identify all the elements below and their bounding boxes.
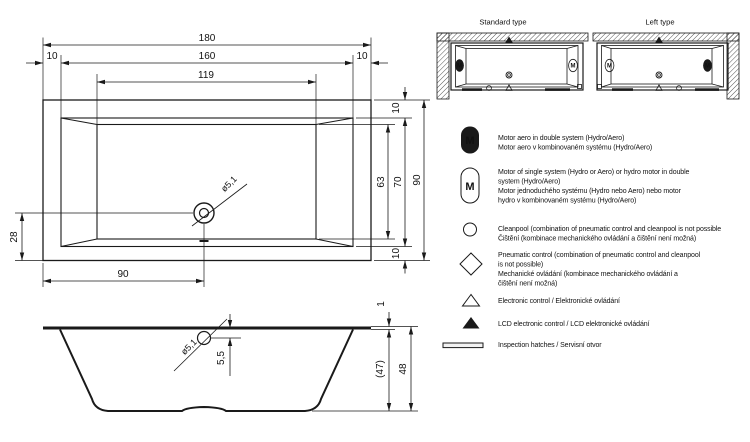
svg-text:M: M <box>705 63 710 70</box>
dim-drain-from-left: 90 <box>117 269 129 280</box>
motor-aero-filled-icon <box>455 59 464 71</box>
legend-text: Motor of single system (Hydro or Aero) or hydro motor in double <box>498 169 690 176</box>
dim-basin-length: 119 <box>198 70 214 81</box>
dim-offset-top: 10 <box>391 102 402 114</box>
svg-text:M: M <box>465 135 475 147</box>
legend-text: LCD electronic control / LCD elektronické ovládání <box>498 321 650 328</box>
wall-hatch-right <box>727 33 739 99</box>
legend-text: Mechanické ovládání (kombinace mechanického ovládání a <box>498 271 678 278</box>
inspection-hatch-bar <box>545 88 570 91</box>
dim-drain-from-bottom: 28 <box>9 231 20 243</box>
dim-drain-diameter: ø5,1 <box>218 173 239 194</box>
dim-overall-width: 90 <box>412 174 423 186</box>
legend-text: čištění není možná) <box>498 280 558 288</box>
svg-text:M: M <box>570 63 576 70</box>
wall-hatch-left <box>437 33 449 99</box>
inspection-hatch-bar <box>695 88 719 91</box>
dim-offset-bottom: 10 <box>391 247 402 260</box>
wall-hatch-top <box>437 33 588 41</box>
standard-type-title: Standard type <box>479 17 527 27</box>
dim-offset-right: 10 <box>356 51 368 62</box>
legend-text: Pneumatic control (combination of pneumatic control and cleanpool <box>498 252 701 259</box>
inspection-hatch-icon <box>443 343 483 348</box>
svg-text:M: M <box>465 181 475 193</box>
legend-text: Čištění (kombinace mechanického ovládání a čištění není možná) <box>498 235 697 243</box>
svg-text:M: M <box>457 63 462 70</box>
legend-row-inspection <box>443 342 602 349</box>
legend-text: is not possible) <box>498 261 544 269</box>
legend-text: system (Hydro/Aero) <box>498 178 561 186</box>
legend-text: Electronic control / Elektronické ovládání <box>498 298 620 305</box>
legend-text: Motor jednoduchého systému (Hydro nebo Aero) nebo motor <box>498 188 681 195</box>
dim-height-total: 48 <box>398 363 409 375</box>
inspection-hatch-bar <box>612 88 633 91</box>
dim-rim-width: 70 <box>393 176 404 188</box>
dim-drain-depth: 5,5 <box>216 351 227 365</box>
legend-text: Motor aero v kombinovaném systému (Hydro/Aero) <box>498 144 653 152</box>
dim-basin-width: 63 <box>376 176 387 188</box>
legend-text: Cleanpool (combination of pneumatic control and cleanpool is not possible <box>498 226 722 233</box>
inspection-hatch-bar <box>462 88 482 91</box>
dim-side-drain-diameter: ø5,1 <box>178 336 199 357</box>
svg-text:M: M <box>607 63 612 70</box>
legend-text: Inspection hatches / Servisní otvor <box>498 342 602 349</box>
dim-rim-thickness: 1 <box>376 301 387 307</box>
dim-height-inner: (47) <box>375 360 386 378</box>
legend-text: Motor aero in double system (Hydro/Aero) <box>498 135 625 142</box>
dim-overall-length: 180 <box>198 33 216 44</box>
wall-hatch-top <box>593 33 739 41</box>
dim-offset-left: 10 <box>46 51 58 62</box>
motor-aero-filled-icon <box>703 59 712 71</box>
dim-rim-length: 160 <box>198 51 216 62</box>
legend-text: hydro v kombinovaném systému (Hydro/Aero) <box>498 197 637 205</box>
left-type-title: Left type <box>645 17 675 27</box>
legend-row-cleanpool <box>464 223 722 243</box>
